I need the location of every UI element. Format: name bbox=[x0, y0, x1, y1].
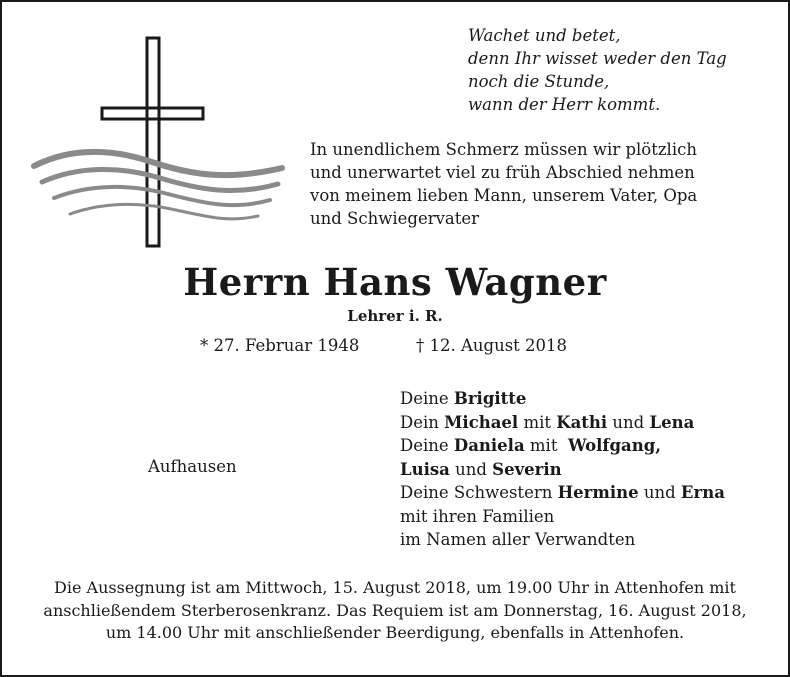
mourner-name: Luisa bbox=[400, 459, 450, 479]
mourner-line bbox=[400, 387, 725, 411]
verse-line: denn Ihr wisset weder den Tag bbox=[468, 49, 727, 68]
cross-with-waves-icon bbox=[30, 36, 290, 251]
mourner-line bbox=[400, 411, 725, 435]
intro-text bbox=[310, 138, 756, 230]
mourner-text: Deine bbox=[400, 436, 454, 455]
mourner-text: Deine Schwestern bbox=[400, 483, 558, 502]
death-date: † 12. August 2018 bbox=[416, 336, 568, 355]
bible-verse bbox=[468, 24, 778, 116]
funeral-notice bbox=[2, 577, 788, 645]
deceased-title: Lehrer i. R. bbox=[347, 307, 443, 325]
place-name: Aufhausen bbox=[148, 457, 237, 476]
mourner-name: Daniela bbox=[453, 436, 525, 455]
mourner-name: Lena bbox=[649, 412, 695, 432]
notice-line: um 14.00 Uhr mit anschließender Beerdigung, ebenfalls in Attenhofen. bbox=[105, 623, 685, 642]
mourner-name: Hermine bbox=[557, 483, 639, 502]
mourner-line bbox=[400, 528, 725, 552]
verse-line: Wachet und betet, bbox=[468, 26, 621, 45]
intro-line: und Schwiegervater bbox=[310, 209, 480, 228]
mourner-line bbox=[400, 481, 725, 505]
mourner-name: Severin bbox=[492, 459, 562, 479]
mourner-text: im Namen aller Verwandten bbox=[400, 530, 636, 549]
intro-line: und unerwartet viel zu früh Abschied nehmen bbox=[310, 163, 695, 182]
mourner-text: mit bbox=[518, 412, 557, 432]
notice-line: anschließendem Sterberosenkranz. Das Requiem ist am Donnerstag, 16. August 2018, bbox=[43, 600, 747, 620]
mourner-name: Erna bbox=[680, 483, 725, 502]
verse-line: wann der Herr kommt. bbox=[468, 95, 661, 114]
mourner-text: und bbox=[638, 483, 681, 502]
mourner-text: Deine bbox=[400, 389, 454, 408]
birth-date: * 27. Februar 1948 bbox=[200, 336, 360, 355]
mourner-text: und bbox=[449, 459, 493, 479]
verse-line: noch die Stunde, bbox=[468, 72, 610, 91]
mourner-name: Wolfgang, bbox=[567, 436, 662, 455]
mourner-line bbox=[400, 434, 725, 458]
mourner-text: und bbox=[607, 412, 650, 432]
mourner-name: Brigitte bbox=[453, 389, 527, 408]
mourner-name: Michael bbox=[444, 412, 519, 432]
deceased-name: Herrn Hans Wagner bbox=[183, 260, 607, 304]
mourners-list bbox=[400, 387, 725, 552]
intro-line: von meinem lieben Mann, unserem Vater, Opa bbox=[310, 186, 698, 205]
mourner-text: mit ihren Familien bbox=[400, 506, 555, 526]
mourner-text: Dein bbox=[400, 412, 445, 432]
intro-line: In unendlichem Schmerz müssen wir plötzlich bbox=[310, 140, 697, 159]
notice-line: Die Aussegnung ist am Mittwoch, 15. August 2018, um 19.00 Uhr in Attenhofen mit bbox=[54, 578, 736, 597]
mourner-line bbox=[400, 458, 725, 482]
mourner-line bbox=[400, 505, 725, 529]
mourner-name: Kathi bbox=[556, 412, 608, 432]
mourner-text: mit bbox=[524, 436, 568, 455]
